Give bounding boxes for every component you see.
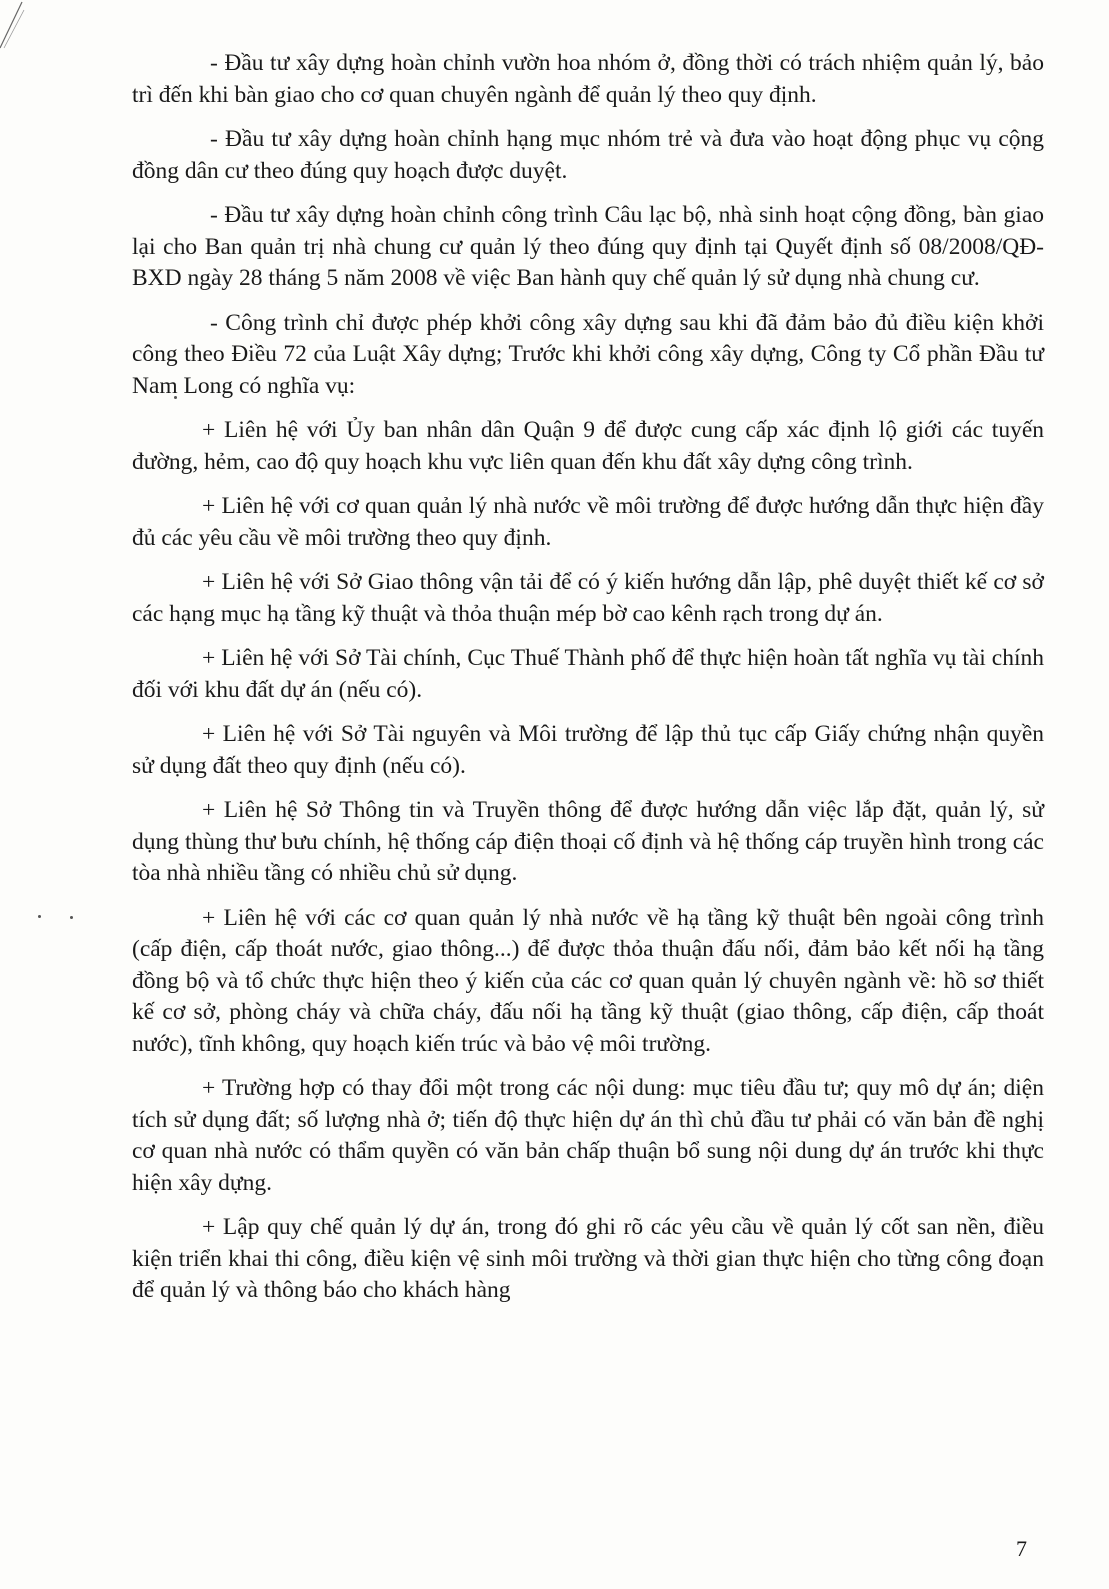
list-item-natural-resources: + Liên hệ với Sở Tài nguyên và Môi trường để lập thủ tục cấp Giấy chứng nhận quyền sử dụng đất theo quy định (nếu có). (132, 721, 1044, 779)
list-item-transport: + Liên hệ với Sở Giao thông vận tải để có ý kiến hướng dẫn lập, phê duyệt thiết kế cơ sở các hạng mục hạ tầng kỹ thuật và thỏa thuận mép bờ cao kênh rạch trong dự án. (132, 569, 1044, 627)
paragraph-nursery: - Đầu tư xây dựng hoàn chỉnh hạng mục nhóm trẻ và đưa vào hoạt động phục vụ cộng đồng dân cư theo đúng quy hoạch được duyệt. (132, 126, 1044, 184)
document-body (132, 48, 1044, 1320)
list-item-district-9: + Liên hệ với Ủy ban nhân dân Quận 9 để được cung cấp xác định lộ giới các tuyến đường, hẻm, cao độ quy hoạch khu vực liên quan đến khu đất xây dựng công trình. (132, 417, 1044, 475)
list-item-finance: + Liên hệ với Sở Tài chính, Cục Thuế Thành phố để thực hiện hoàn tất nghĩa vụ tài chính đối với khu đất dự án (nếu có). (132, 645, 1044, 703)
list-item-information: + Liên hệ Sở Thông tin và Truyền thông để được hướng dẫn việc lắp đặt, quản lý, sử dụng thùng thư bưu chính, hệ thống cáp điện thoại cố định và hệ thống cáp truyền hình trong các tòa nhà nhiều tầng có nhiều chủ sử dụng. (132, 797, 1044, 886)
list-item-environment: + Liên hệ với cơ quan quản lý nhà nước về môi trường để được hướng dẫn thực hiện đầy đủ các yêu cầu về môi trường theo quy định. (132, 493, 1044, 551)
paragraph-construction-start: - Công trình chỉ được phép khởi công xây dựng sau khi đã đảm bảo đủ điều kiện khởi công theo Điều 72 của Luật Xây dựng; Trước khi khởi công xây dựng, Công ty Cổ phần Đầu tư Nam Long có nghĩa vụ: (132, 309, 1044, 399)
scan-speck (70, 916, 73, 919)
paragraph-clubhouse: - Đầu tư xây dựng hoàn chỉnh công trình Câu lạc bộ, nhà sinh hoạt cộng đồng, bàn giao lại cho Ban quản trị nhà chung cư quản lý theo đúng quy định tại Quyết định số 08/2008/QĐ-BXD ngày 28 tháng 5 năm 2008 về việc Ban hành quy chế quản lý sử dụng nhà chung cư. (132, 202, 1044, 291)
list-item-project-regulation: + Lập quy chế quản lý dự án, trong đó ghi rõ các yêu cầu về quản lý cốt san nền, điều kiện triển khai thi công, điều kiện vệ sinh môi trường và thời gian thực hiện cho từng công đoạn để quản lý và thông báo cho khách hàng (132, 1214, 1044, 1303)
list-item-infrastructure: + Liên hệ với các cơ quan quản lý nhà nước về hạ tầng kỹ thuật bên ngoài công trình (cấp điện, cấp thoát nước, giao thông...) để được thỏa thuận đấu nối, đảm bảo kết nối hạ tầng đồng bộ và tổ chức thực hiện theo ý kiến của các cơ quan quản lý chuyên ngành về: hồ sơ thiết kế cơ sở, phòng cháy và chữa cháy, đấu nối hạ tầng kỹ thuật (giao thông, cấp điện, cấp thoát nước), tĩnh không, quy hoạch kiến trúc và bảo vệ môi trường. (132, 904, 1044, 1057)
scan-speck (38, 915, 41, 918)
paragraph-flower-garden: - Đầu tư xây dựng hoàn chỉnh vườn hoa nhóm ở, đồng thời có trách nhiệm quản lý, bảo trì đến khi bàn giao cho cơ quan chuyên ngành để quản lý theo quy định. (132, 50, 1044, 108)
list-item-project-changes: + Trường hợp có thay đổi một trong các nội dung: mục tiêu đầu tư; quy mô dự án; diện tích sử dụng đất; số lượng nhà ở; tiến độ thực hiện dự án thì chủ đầu tư phải có văn bản đề nghị cơ quan nhà nước có thẩm quyền có văn bản chấp thuận bổ sung nội dung dự án trước khi thực hiện xây dựng. (132, 1075, 1044, 1196)
scan-edge-mark (0, 0, 40, 50)
page-number: 7 (1016, 1536, 1027, 1561)
